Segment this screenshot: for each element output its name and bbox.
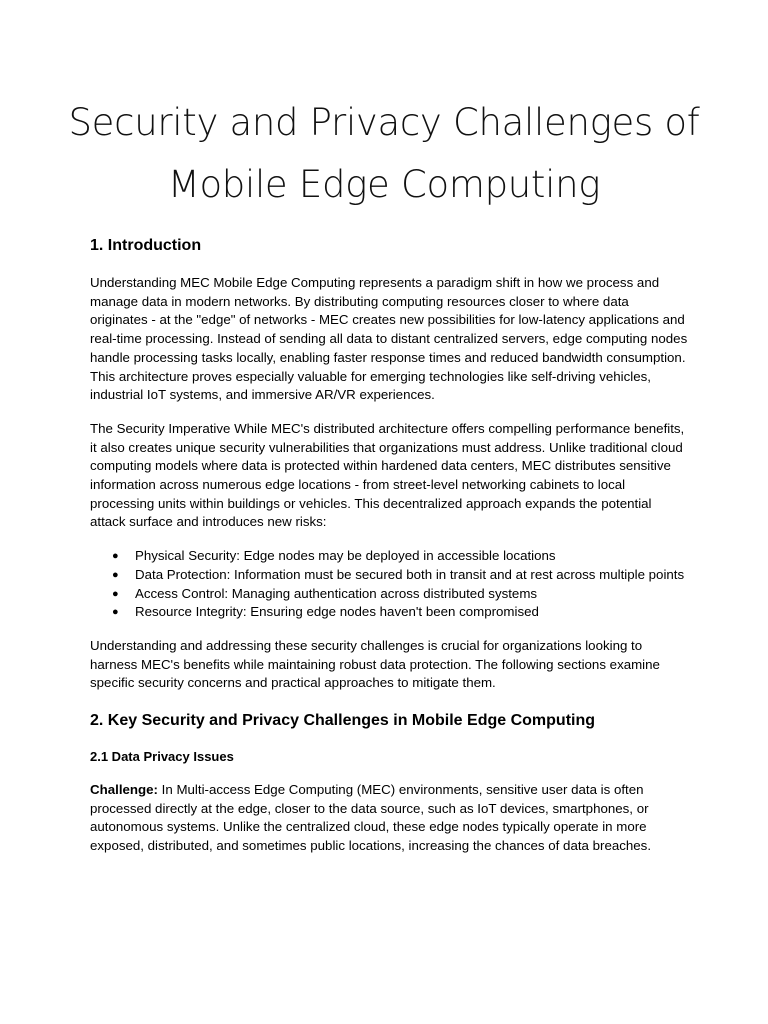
challenge-paragraph <box>90 781 690 856</box>
subsection-2-1-heading: 2.1 Data Privacy Issues <box>90 749 234 765</box>
list-item-text: Physical Security: Edge nodes may be deployed in accessible locations <box>135 548 556 564</box>
bullet-icon: ● <box>112 568 119 581</box>
intro-paragraph-3: Understanding and addressing these security challenges is crucial for organizations looking to harness MEC's benefits while maintaining robust data protection. The following sections examine specific security concerns and practical approaches to mitigate them. <box>90 637 660 691</box>
list-item <box>90 585 690 604</box>
challenge-text: In Multi-access Edge Computing (MEC) environments, sensitive user data is often processed directly at the edge, closer to the data source, such as IoT devices, smartphones, or autonomous systems. Unlike the centralized cloud, these edge nodes typically operate in more exposed, distributed, and sometimes public locations, increasing the chances of data breaches. <box>90 782 652 854</box>
section-2-heading: 2. Key Security and Privacy Challenges in Mobile Edge Computing <box>90 712 596 730</box>
risk-list <box>90 547 690 622</box>
list-item <box>90 603 690 622</box>
list-item-text: Data Protection: Information must be secured both in transit and at rest across multiple points <box>135 566 685 582</box>
section-1-heading: 1. Introduction <box>90 237 202 254</box>
bullet-icon: ● <box>112 587 119 600</box>
document-title-line-2: Mobile Edge Computing <box>167 163 601 206</box>
intro-paragraph-2: The Security Imperative While MEC's distributed architecture offers compelling performance benefits, it also creates unique security vulnerabilities that organizations must address. Unlike traditional cloud computing models where data is protected within hardened data centers, MEC distributes sensitive information across numerous edge locations - from street-level networking cabinets to local processing units within buildings or vehicles. This decentralized approach expands the potential attack surface and introduces new risks: <box>90 420 685 530</box>
list-item-text: Access Control: Managing authentication across distributed systems <box>135 585 538 601</box>
document-body <box>90 234 690 856</box>
intro-paragraph-1: Understanding MEC Mobile Edge Computing represents a paradigm shift in how we process and manage data in modern networks. By distributing computing resources closer to where data originates - at the "edge" of networks - MEC creates new possibilities for low-latency applications and real-time processing. Instead of sending all data to distant centralized servers, edge computing nodes handle processing tasks locally, enabling faster response times and reduced bandwidth consumption. This architecture proves especially valuable for emerging technologies like self-driving vehicles, industrial IoT systems, and immersive AR/VR experiences. <box>90 275 688 403</box>
document-title <box>40 92 728 216</box>
list-item <box>90 566 690 585</box>
challenge-label: Challenge: <box>90 782 158 798</box>
document-title-line-1: Security and Privacy Challenges of <box>68 101 700 144</box>
bullet-icon: ● <box>112 606 119 619</box>
list-item <box>90 547 690 566</box>
list-item-text: Resource Integrity: Ensuring edge nodes haven't been compromised <box>135 604 539 620</box>
bullet-icon: ● <box>112 550 119 563</box>
